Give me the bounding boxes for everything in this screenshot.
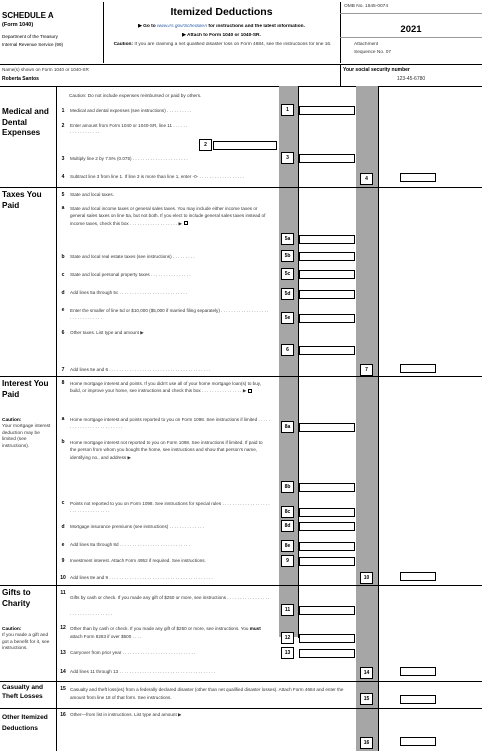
line-8a-box: 8a [281, 421, 294, 433]
line-12-box: 12 [281, 632, 294, 644]
goto-instructions [103, 24, 340, 30]
line-3-box: 3 [281, 152, 294, 164]
line-8d-letter: d [61, 524, 65, 530]
line-8b-amount[interactable] [299, 483, 355, 492]
line-11-text: Gifts by cash or check. If you made any gift of $250 or more, see instructions . . . . . . . . . . . . . . . . . . . . . . . . . . . . . . . . . . [70, 595, 270, 616]
line-9-text: Investment interest. Attach Form 4952 if required. See instructions. [70, 558, 206, 563]
line-8b-text: Home mortgage interest not reported to you on Form 1098. See instructions if limited. If paid to the person from whom you bought the home, see instructions and show that person's name, identifying no., and address ▶ [70, 440, 263, 460]
goto-post: for instructions and the latest information. [207, 24, 305, 29]
line-13-box: 13 [281, 647, 294, 659]
line-5e-letter: e [61, 307, 65, 313]
line-8a-letter: a [61, 416, 65, 422]
line-14-number: 14 [60, 669, 66, 675]
interest-caution [2, 418, 54, 450]
line-7-number: 7 [61, 367, 65, 373]
line-5a-box: 5a [281, 233, 294, 245]
line-12-number: 12 [60, 625, 66, 631]
mortgage-limit-checkbox[interactable] [248, 389, 252, 393]
gifts-caution [2, 627, 54, 653]
line-14-box: 14 [360, 667, 373, 679]
line-5a-letter: a [61, 205, 65, 211]
line-8a-amount[interactable] [299, 423, 355, 432]
interest-section-title: Interest You Paid [2, 379, 49, 399]
form-title: Itemized Deductions [170, 6, 273, 18]
medical-caution: Caution: Do not include expenses reimbursed or paid by others. [69, 93, 202, 98]
line-12-text-pre: Other than by cash or check. If you made any gift of $250 or more, see instructions. You [70, 626, 250, 631]
line-6-box: 6 [281, 344, 294, 356]
line-10-box: 10 [360, 572, 373, 584]
line-13-amount[interactable] [299, 649, 355, 658]
line-11-box: 11 [281, 604, 294, 616]
taxes-section-title: Taxes You Paid [2, 190, 42, 210]
schedule-a-link[interactable]: www.irs.gov/ScheduleA [156, 24, 208, 29]
form-reference: (Form 1040) [2, 22, 34, 28]
line-5e-amount[interactable] [299, 314, 355, 323]
header-caution-text: If you are claiming a net qualified disaster loss on Form 4684, see the instructions for line 16. [134, 42, 332, 47]
line-5e-text: Enter the smaller of line 5d or $10,000 ($5,000 if married filing separately) . . . . . . . . . . . . . . . . . . . . . . . . . . . . . . . . [70, 308, 269, 321]
omb-number: OMB No. 1545-0074 [344, 4, 388, 9]
line-5c-letter: c [61, 272, 65, 278]
line-15-box: 15 [360, 693, 373, 705]
line-7-text: Add lines 5e and 6 . . . . . . . . . . . . . . . . . . . . . . . . . . . . . . . . . . . . . . . . [70, 367, 211, 372]
header-caution-label: Caution: [113, 42, 134, 47]
line-5a-label: State and local income taxes or general sales taxes. You may include either income taxes or general sales taxes on line 5a, but not both. If you elect to include general sales taxes instead of income taxes, check this box . . . . . . . . . . . . . . . . . . . ▶ [70, 206, 266, 226]
line-11-amount[interactable] [299, 606, 355, 615]
line-4-box: 4 [360, 173, 373, 185]
line-16-box: 16 [360, 737, 373, 749]
goto-pre: ▶ Go to [138, 24, 157, 29]
line-5c-text: State and local personal property taxes . . . . . . . . . . . . . . . . [70, 272, 191, 277]
line-9-amount[interactable] [299, 557, 355, 566]
line-8c-box: 8c [281, 506, 294, 518]
line-8-label: Home mortgage interest and points. If you didn't use all of your home mortgage loan(s) to buy, build, or improve your home, see instructions and check this box . . . . . . . . . . . . . . . . ▶ [70, 381, 262, 394]
line-8e-amount[interactable] [299, 542, 355, 551]
line-14-text: Add lines 11 through 13 . . . . . . . . . . . . . . . . . . . . . . . . . . . . . . . . . . . . . . [70, 669, 216, 674]
name-label: Name(s) shown on Form 1040 or 1040-SR [2, 67, 89, 72]
line-10-amount[interactable] [400, 572, 436, 581]
line-6-amount[interactable] [299, 346, 355, 355]
line-13-text: Carryover from prior year . . . . . . . . . . . . . . . . . . . . . . . . . . . . . [70, 650, 196, 655]
line-5d-letter: d [61, 290, 65, 296]
interest-caution-text: Your mortgage interest deduction may be limited (see instructions). [2, 424, 51, 449]
line-16-text: Other—from list in instructions. List type and amount ▶ [70, 712, 182, 717]
line-6-number: 6 [61, 330, 65, 336]
line-16-amount[interactable] [400, 737, 436, 746]
line-8d-amount[interactable] [299, 522, 355, 531]
sequence-number: Sequence No. 07 [354, 50, 392, 55]
line-10-text: Add lines 8e and 9 . . . . . . . . . . . . . . . . . . . . . . . . . . . . . . . . . . . . . . . . . [70, 575, 213, 580]
line-11-number: 11 [60, 590, 66, 596]
sales-tax-checkbox[interactable] [184, 221, 188, 225]
line-8c-letter: c [61, 500, 65, 506]
line-5e-box: 5e [281, 312, 294, 324]
line-2-number: 2 [61, 123, 65, 129]
line-12-amount[interactable] [299, 634, 355, 643]
line-5c-amount[interactable] [299, 270, 355, 279]
line-5b-text: State and local real estate taxes (see instructions) . . . . . . . . . [70, 254, 195, 259]
ssn-value[interactable]: 123-45-6780 [396, 76, 426, 82]
line-5-text: State and local taxes. [70, 192, 114, 197]
line-5b-amount[interactable] [299, 252, 355, 261]
tax-year: 2021 [400, 24, 422, 35]
medical-section-title: Medical and Dental Expenses [2, 107, 49, 138]
line-8-number: 8 [61, 380, 65, 386]
line-7-amount[interactable] [400, 364, 436, 373]
line-15-text: Casualty and theft loss(es) from a federally declared disaster (other than net qualified disaster losses). Attach Form 4684 and enter the amount from line 18 of that form. See instructions. [70, 687, 344, 700]
line-5c-box: 5c [281, 268, 294, 280]
line-5a-amount[interactable] [299, 235, 355, 244]
line-8d-text: Mortgage insurance premiums (see instructions) . . . . . . . . . . . . . . [70, 524, 205, 529]
line-12-text-post: attach Form 8283 if over $500 . . . . [70, 634, 142, 640]
line-5a-text [70, 205, 270, 227]
line-5d-box: 5d [281, 288, 294, 300]
taxpayer-name[interactable]: Roberta Santos [2, 76, 39, 82]
line-8c-amount[interactable] [299, 508, 355, 517]
interest-caution-label: Caution: [2, 418, 22, 423]
gifts-section-title: Gifts to Charity [2, 588, 31, 608]
line-2-text: Enter amount from Form 1040 or 1040-SR, line 11 . . . . . . . . . . . . . . . . . . [70, 123, 188, 134]
casualty-section-title: Casualty and Theft Losses [2, 684, 44, 700]
line-4-text: Subtract line 3 from line 1. If line 3 is more than line 1, enter -0- . . . . . . . . . . . . . . . . . . [70, 174, 245, 179]
line-15-number: 15 [60, 686, 66, 692]
line-15-amount[interactable] [400, 695, 436, 704]
schedule-label: SCHEDULE A [2, 11, 54, 20]
line-6-text: Other taxes. List type and amount ▶ [70, 330, 144, 335]
line-12-must: must [249, 626, 261, 631]
line-5b-box: 5b [281, 250, 294, 262]
line-2-amount[interactable] [213, 141, 277, 150]
line-8e-box: 8e [281, 540, 294, 552]
line-14-amount[interactable] [400, 667, 436, 676]
line-5-number: 5 [61, 192, 65, 198]
line-8d-box: 8d [281, 520, 294, 532]
line-5d-amount[interactable] [299, 290, 355, 299]
line-4-amount[interactable] [400, 173, 436, 182]
line-2-box: 2 [199, 139, 212, 151]
line-4-number: 4 [61, 174, 65, 180]
line-3-number: 3 [61, 156, 65, 162]
line-8e-letter: e [61, 542, 65, 548]
line-9-number: 9 [61, 558, 65, 564]
line-8b-letter: b [61, 439, 65, 445]
attach-note: ▶ Attach to Form 1040 or 1040-SR. [182, 33, 261, 38]
line-8b-box: 8b [281, 481, 294, 493]
line-3-amount[interactable] [299, 154, 355, 163]
line-13-number: 13 [60, 650, 66, 656]
line-8-text [70, 380, 270, 395]
line-8e-text: Add lines 8a through 8d . . . . . . . . . . . . . . . . . . . . . . . . . . . . [70, 542, 190, 547]
line-1-amount[interactable] [299, 106, 355, 115]
line-10-number: 10 [60, 575, 66, 581]
line-7-box: 7 [360, 364, 373, 376]
line-12-text [70, 625, 270, 642]
line-3-text: Multiply line 2 by 7.5% (0.075) . . . . . . . . . . . . . . . . . . . . . . [70, 156, 188, 161]
attachment-label: Attachment [354, 42, 379, 47]
header-caution [110, 42, 335, 48]
gifts-caution-label: Caution: [2, 627, 22, 632]
line-5b-letter: b [61, 254, 65, 260]
line-16-number: 16 [60, 712, 66, 718]
line-8c-text: Points not reported to you on Form 1098. See instructions for special rules . . . . . . . . . . . . . . . . . . . . . . . . . . . . . . . . . . . [70, 501, 270, 514]
line-1-text: Medical and dental expenses (see instructions) . . . . . . . . . . [70, 108, 192, 113]
other-section-title: Other Itemized Deductions [2, 714, 48, 733]
line-9-box: 9 [281, 555, 294, 567]
gifts-caution-text: If you made a gift and got a benefit for it, see instructions. [2, 633, 50, 652]
ssn-label: Your social security number [343, 67, 410, 73]
line-1-box: 1 [281, 104, 294, 116]
line-8a-text: Home mortgage interest and points reported to you on Form 1098. See instructions if limited . . . . . . . . . . . . . . . . . . . . . . . . . . [70, 417, 270, 430]
line-5d-text: Add lines 5a through 5c . . . . . . . . . . . . . . . . . . . . . . . . . . . [70, 290, 188, 295]
line-1-number: 1 [61, 108, 65, 114]
dept-irs: Internal Revenue Service (99) [2, 42, 64, 47]
dept-treasury: Department of the Treasury [2, 34, 58, 39]
